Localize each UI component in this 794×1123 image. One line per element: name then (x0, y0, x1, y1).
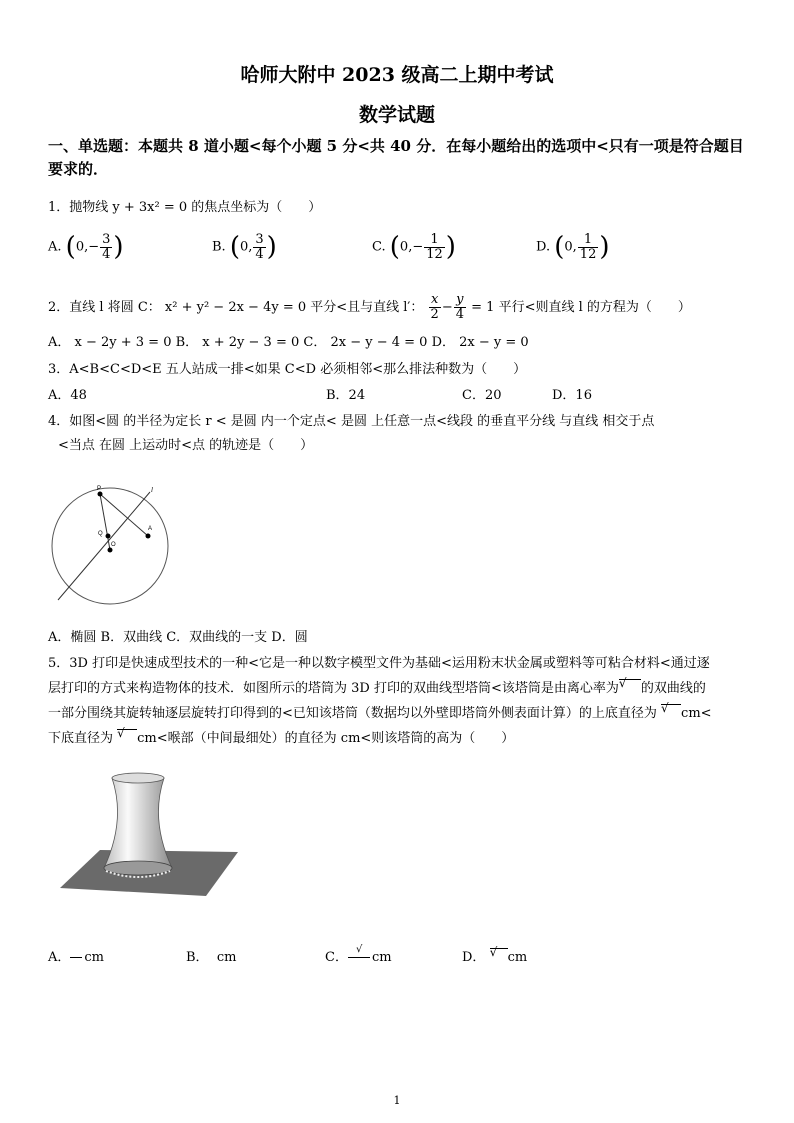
tower-figure (60, 768, 240, 903)
question-3-stem: 3．A<B<C<D<E 五人站成一排<如果 C<D 必须相邻<那么排法种数为（ ） (48, 362, 527, 377)
tower-top-rim (112, 773, 164, 783)
q3-option-c: C．20 (462, 388, 502, 403)
option-label: D． (462, 950, 486, 965)
q2-options: A． x − 2y + 3 = 0 B． x + 2y − 3 = 0 C． 2x − y − 4 = 0 D． 2x − y = 0 (48, 335, 529, 350)
point-q (106, 534, 111, 539)
q1-option-c: C. (0,− $\frac{1}{12}$ ) (372, 231, 456, 262)
denominator: 4 (102, 246, 111, 262)
option-label: C. (372, 239, 386, 255)
q5-option-c: C． √ cm (325, 944, 392, 965)
denominator: 4 (455, 307, 464, 322)
option-label: D. (536, 239, 551, 255)
numerator: 1 (424, 233, 445, 248)
q5-line4-pre: 下底直径为 (48, 731, 114, 746)
q5-line2-post: 的双曲线的 (640, 681, 706, 696)
q3-option-a: A．48 (48, 388, 87, 403)
label-l: l (151, 486, 153, 494)
exam-title: 哈师大附中 2023 级高二上期中考试 (240, 64, 554, 86)
segment-pa (100, 494, 148, 536)
question-2-stem: 2．直线 l 将圆 C： x² + y² − 2x − 4y = 0 平分<且与直线 l′： $\frac{x}{2}$ − $\frac{y}{4}$ = 1 平行<则直线 l 的方程为（ ） (48, 292, 691, 322)
denominator: 12 (579, 246, 597, 262)
q5-line4-post: cm<喉部（中间最细处）的直径为 cm<则该塔筒的高为（ ） (137, 731, 515, 746)
question-4-line1: 4．如图<圆 的半径为定长 r < 是圆 内一个定点< 是圆 上任意一点<线段 的垂直平分线 与直线 相交于点 (48, 414, 655, 429)
q1-option-d: D. (0, $\frac{1}{12}$ ) (536, 231, 610, 262)
q4-options: A．椭圆 B．双曲线 C．双曲线的一支 D．圆 (48, 630, 308, 645)
label-q: Q (98, 531, 103, 537)
q5-line3-post: cm< (681, 706, 712, 721)
option-unit: cm (371, 950, 392, 965)
tower-body (104, 778, 172, 868)
question-5-line4 (48, 727, 514, 746)
question-4-line2: <当点 在圆 上运动时<点 的轨迹是（ ） (58, 438, 314, 453)
segment-po (100, 494, 110, 550)
point-a (146, 534, 151, 539)
exam-subtitle: 数学试题 (358, 104, 435, 126)
option-unit: cm (507, 950, 528, 965)
bisector-line-l (58, 492, 153, 600)
numerator: 1 (578, 233, 599, 248)
option-label: A． (48, 950, 71, 965)
question-5-line3 (48, 702, 712, 721)
q3-option-d: D．16 (552, 388, 592, 403)
q2-text-pre: 2．直线 l 将圆 C： x² + y² − 2x − 4y = 0 平分<且与直线 l′： (48, 300, 424, 315)
radical-symbol (661, 704, 681, 717)
numerator: y (454, 293, 466, 308)
option-label: A. (48, 239, 62, 255)
sign: − (88, 239, 100, 255)
q1-option-b: B. (0, $\frac{3}{4}$ ) (212, 231, 277, 262)
q5-option-a (48, 946, 104, 965)
q3-option-b: B．24 (326, 388, 366, 403)
q4-circle-figure (48, 478, 178, 608)
option-unit: cm (84, 950, 104, 965)
numerator: x (429, 293, 441, 308)
q2-text-post: = 1 平行<则直线 l 的方程为（ ） (471, 300, 691, 315)
page-number: 1 (393, 1094, 401, 1107)
denominator: 12 (426, 246, 443, 262)
point-o (108, 548, 113, 553)
label-a: A (148, 526, 153, 532)
sign: − (412, 239, 424, 255)
option-label: B. (212, 239, 226, 255)
question-1-stem: 1．抛物线 y + 3x² = 0 的焦点坐标为（ ） (48, 200, 322, 215)
section-heading: 一、单选题：本题共 8 道小题<每个小题 5 分<共 40 分．在每小题给出的选项中<只有一项是符合题目要求的． (48, 137, 744, 178)
q5-line3-pre: 一部分围绕其旋转轴逐层旋转打印得到的<已知该塔筒（数据均以外壁即塔筒外侧表面计算）的上底直径为 (48, 706, 657, 721)
radical-symbol (619, 679, 641, 692)
option-label: C． (325, 950, 348, 965)
q5-option-d (462, 946, 527, 965)
numerator: 3 (255, 231, 264, 247)
label-p: P (97, 486, 102, 492)
denominator: 2 (430, 307, 439, 322)
option-unit: cm (216, 950, 237, 965)
point-p (98, 492, 103, 497)
radical-symbol (117, 729, 137, 742)
label-o: O (111, 542, 116, 548)
q5-option-b (186, 946, 236, 965)
numerator: 3 (102, 231, 111, 247)
denominator: 4 (255, 246, 264, 262)
question-5-line1: 5．3D 打印是快速成型技术的一种<它是一种以数字模型文件为基础<运用粉末状金属或塑料等可粘合材料<通过逐 (48, 656, 710, 671)
q5-line2-pre: 层打印的方式来构造物体的技术．如图所示的塔筒为 3D 打印的双曲线型塔筒<该塔筒是由离心率为 (48, 681, 619, 696)
option-label: B． (186, 950, 209, 965)
question-5-line2 (48, 677, 706, 696)
q1-option-a: A. (0,− $\frac{3}{4}$ ) (48, 231, 124, 262)
